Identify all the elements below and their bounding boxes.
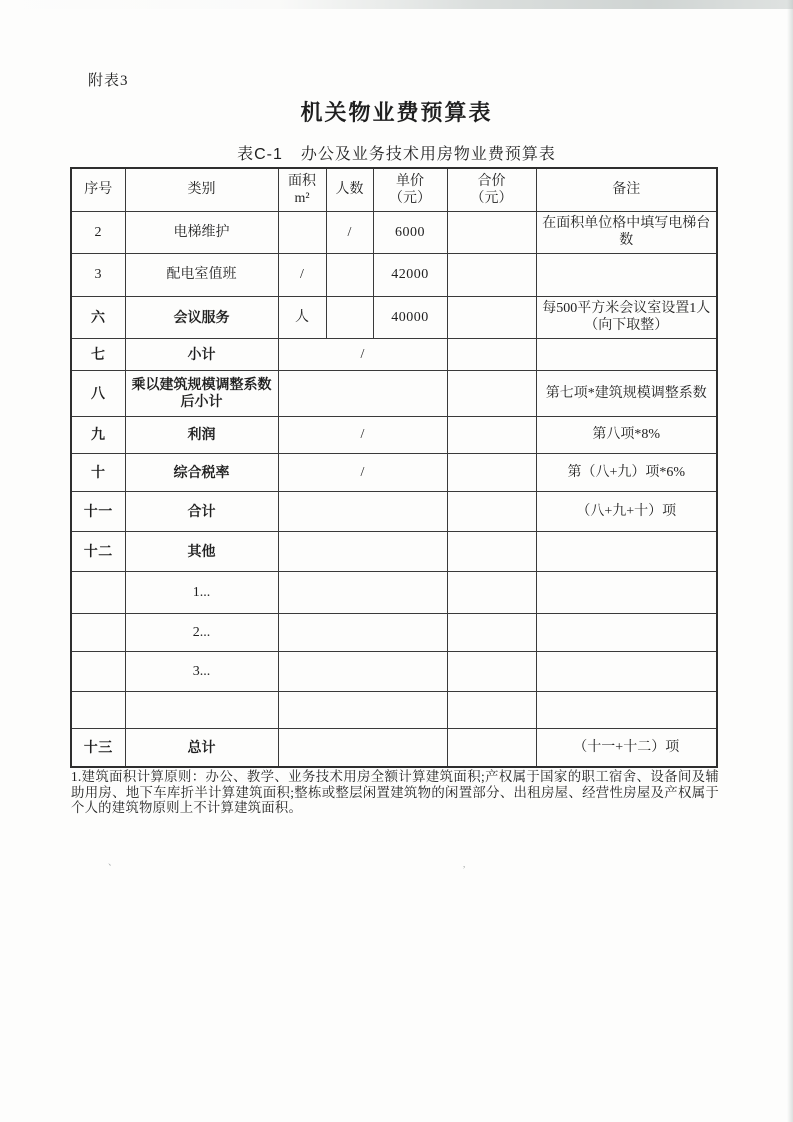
cell-remark: 第七项*建筑规模调整系数 <box>536 370 717 416</box>
header-total-price-line2: （元） <box>470 190 513 206</box>
table-row <box>71 691 717 728</box>
header-category: 类别 <box>125 168 278 211</box>
cell-total-price <box>447 491 536 531</box>
header-remark: 备注 <box>536 168 717 211</box>
cell-category: 2... <box>125 613 278 651</box>
cell-total-price <box>447 531 536 571</box>
cell-remark: 每500平方米会议室设置1人（向下取整） <box>536 296 717 338</box>
cell-total-price <box>447 651 536 691</box>
header-seq: 序号 <box>71 168 125 211</box>
table-row <box>71 453 717 491</box>
cell-remark: 第八项*8% <box>536 416 717 453</box>
header-total-price <box>447 168 536 211</box>
budget-table <box>70 167 718 768</box>
table-row <box>71 531 717 571</box>
table-row <box>71 491 717 531</box>
cell-people <box>326 253 373 296</box>
header-total-price-line1: 合价 <box>477 173 506 189</box>
cell-category: 会议服务 <box>125 296 278 338</box>
scan-edge-top <box>0 0 793 9</box>
cell-unit-price: 42000 <box>373 253 447 296</box>
cell-middle-merged <box>278 370 447 416</box>
cell-middle-merged <box>278 651 447 691</box>
cell-people: / <box>326 211 373 253</box>
cell-seq: 六 <box>71 296 125 338</box>
header-unit-price-line1: 单价 <box>396 173 424 189</box>
cell-category: 综合税率 <box>125 453 278 491</box>
table-row <box>71 651 717 691</box>
cell-remark <box>536 613 717 651</box>
cell-total-price <box>447 253 536 296</box>
cell-seq: 3 <box>71 253 125 296</box>
cell-remark: （十一+十二）项 <box>536 728 717 767</box>
cell-category: 小计 <box>125 338 278 370</box>
cell-remark: （八+九+十）项 <box>536 491 717 531</box>
cell-seq <box>71 651 125 691</box>
table-subtitle-text: 办公及业务技术用房物业费预算表 <box>300 146 556 163</box>
cell-total-price <box>447 571 536 613</box>
cell-seq: 十三 <box>71 728 125 767</box>
page-title: 机关物业费预算表 <box>300 100 493 125</box>
cell-unit-price: 40000 <box>373 296 447 338</box>
cell-middle-merged: / <box>278 338 447 370</box>
cell-area: / <box>278 253 326 296</box>
cell-remark <box>536 651 717 691</box>
table-code: 表C-1 <box>237 146 283 163</box>
cell-people <box>326 296 373 338</box>
header-area-unit: m² <box>294 190 310 206</box>
cell-remark: 第（八+九）项*6% <box>536 453 717 491</box>
cell-remark <box>536 571 717 613</box>
table-row <box>71 613 717 651</box>
cell-seq <box>71 613 125 651</box>
header-area-line1: 面积 <box>288 173 316 189</box>
cell-remark <box>536 531 717 571</box>
cell-seq: 十一 <box>71 491 125 531</box>
cell-remark <box>536 253 717 296</box>
header-unit-price <box>373 168 447 211</box>
cell-middle-merged: / <box>278 416 447 453</box>
cell-seq <box>71 571 125 613</box>
footnote: 1.建筑面积计算原则：办公、教学、业务技术用房全额计算建筑面积;产权属于国家的职工宿舍、设备间及辅助用房、地下车库折半计算建筑面积;整栋或整层闲置建筑物的闲置部分、出租房屋、经营性房屋及产权属于个人的建筑物原则上不计算建筑面积。 <box>71 769 719 816</box>
cell-remark <box>536 338 717 370</box>
annex-label: 附表3 <box>88 73 129 89</box>
cell-seq: 2 <box>71 211 125 253</box>
table-row <box>71 253 717 296</box>
scan-speckle: 、 <box>108 857 118 867</box>
cell-middle-merged: / <box>278 453 447 491</box>
table-row <box>71 416 717 453</box>
cell-area: 人 <box>278 296 326 338</box>
cell-seq: 七 <box>71 338 125 370</box>
table-row <box>71 370 717 416</box>
cell-category: 合计 <box>125 491 278 531</box>
scan-edge-right <box>787 0 793 1122</box>
cell-category: 乘以建筑规模调整系数后小计 <box>125 370 278 416</box>
cell-category: 电梯维护 <box>125 211 278 253</box>
cell-seq: 八 <box>71 370 125 416</box>
cell-middle-merged <box>278 691 447 728</box>
table-subtitle <box>0 141 793 164</box>
table-row <box>71 338 717 370</box>
cell-unit-price: 6000 <box>373 211 447 253</box>
cell-seq: 十二 <box>71 531 125 571</box>
cell-total-price <box>447 416 536 453</box>
table-row <box>71 211 717 253</box>
cell-middle-merged <box>278 613 447 651</box>
cell-remark <box>536 691 717 728</box>
cell-middle-merged <box>278 728 447 767</box>
header-area <box>278 168 326 211</box>
header-unit-price-line2: （元） <box>389 190 431 206</box>
table-row <box>71 728 717 767</box>
cell-middle-merged <box>278 491 447 531</box>
cell-category: 总计 <box>125 728 278 767</box>
cell-category: 1... <box>125 571 278 613</box>
scan-speckle: , <box>463 859 466 869</box>
header-people: 人数 <box>326 168 373 211</box>
cell-total-price <box>447 370 536 416</box>
cell-middle-merged <box>278 571 447 613</box>
cell-category: 3... <box>125 651 278 691</box>
cell-seq: 十 <box>71 453 125 491</box>
cell-category: 其他 <box>125 531 278 571</box>
cell-total-price <box>447 296 536 338</box>
cell-total-price <box>447 338 536 370</box>
cell-total-price <box>447 691 536 728</box>
table-header-row <box>71 168 717 211</box>
cell-total-price <box>447 211 536 253</box>
cell-seq <box>71 691 125 728</box>
cell-total-price <box>447 613 536 651</box>
cell-seq: 九 <box>71 416 125 453</box>
cell-category: 利润 <box>125 416 278 453</box>
table-row <box>71 296 717 338</box>
cell-area <box>278 211 326 253</box>
cell-remark: 在面积单位格中填写电梯台数 <box>536 211 717 253</box>
cell-total-price <box>447 728 536 767</box>
cell-total-price <box>447 453 536 491</box>
cell-middle-merged <box>278 531 447 571</box>
table-row <box>71 571 717 613</box>
cell-category: 配电室值班 <box>125 253 278 296</box>
cell-category <box>125 691 278 728</box>
